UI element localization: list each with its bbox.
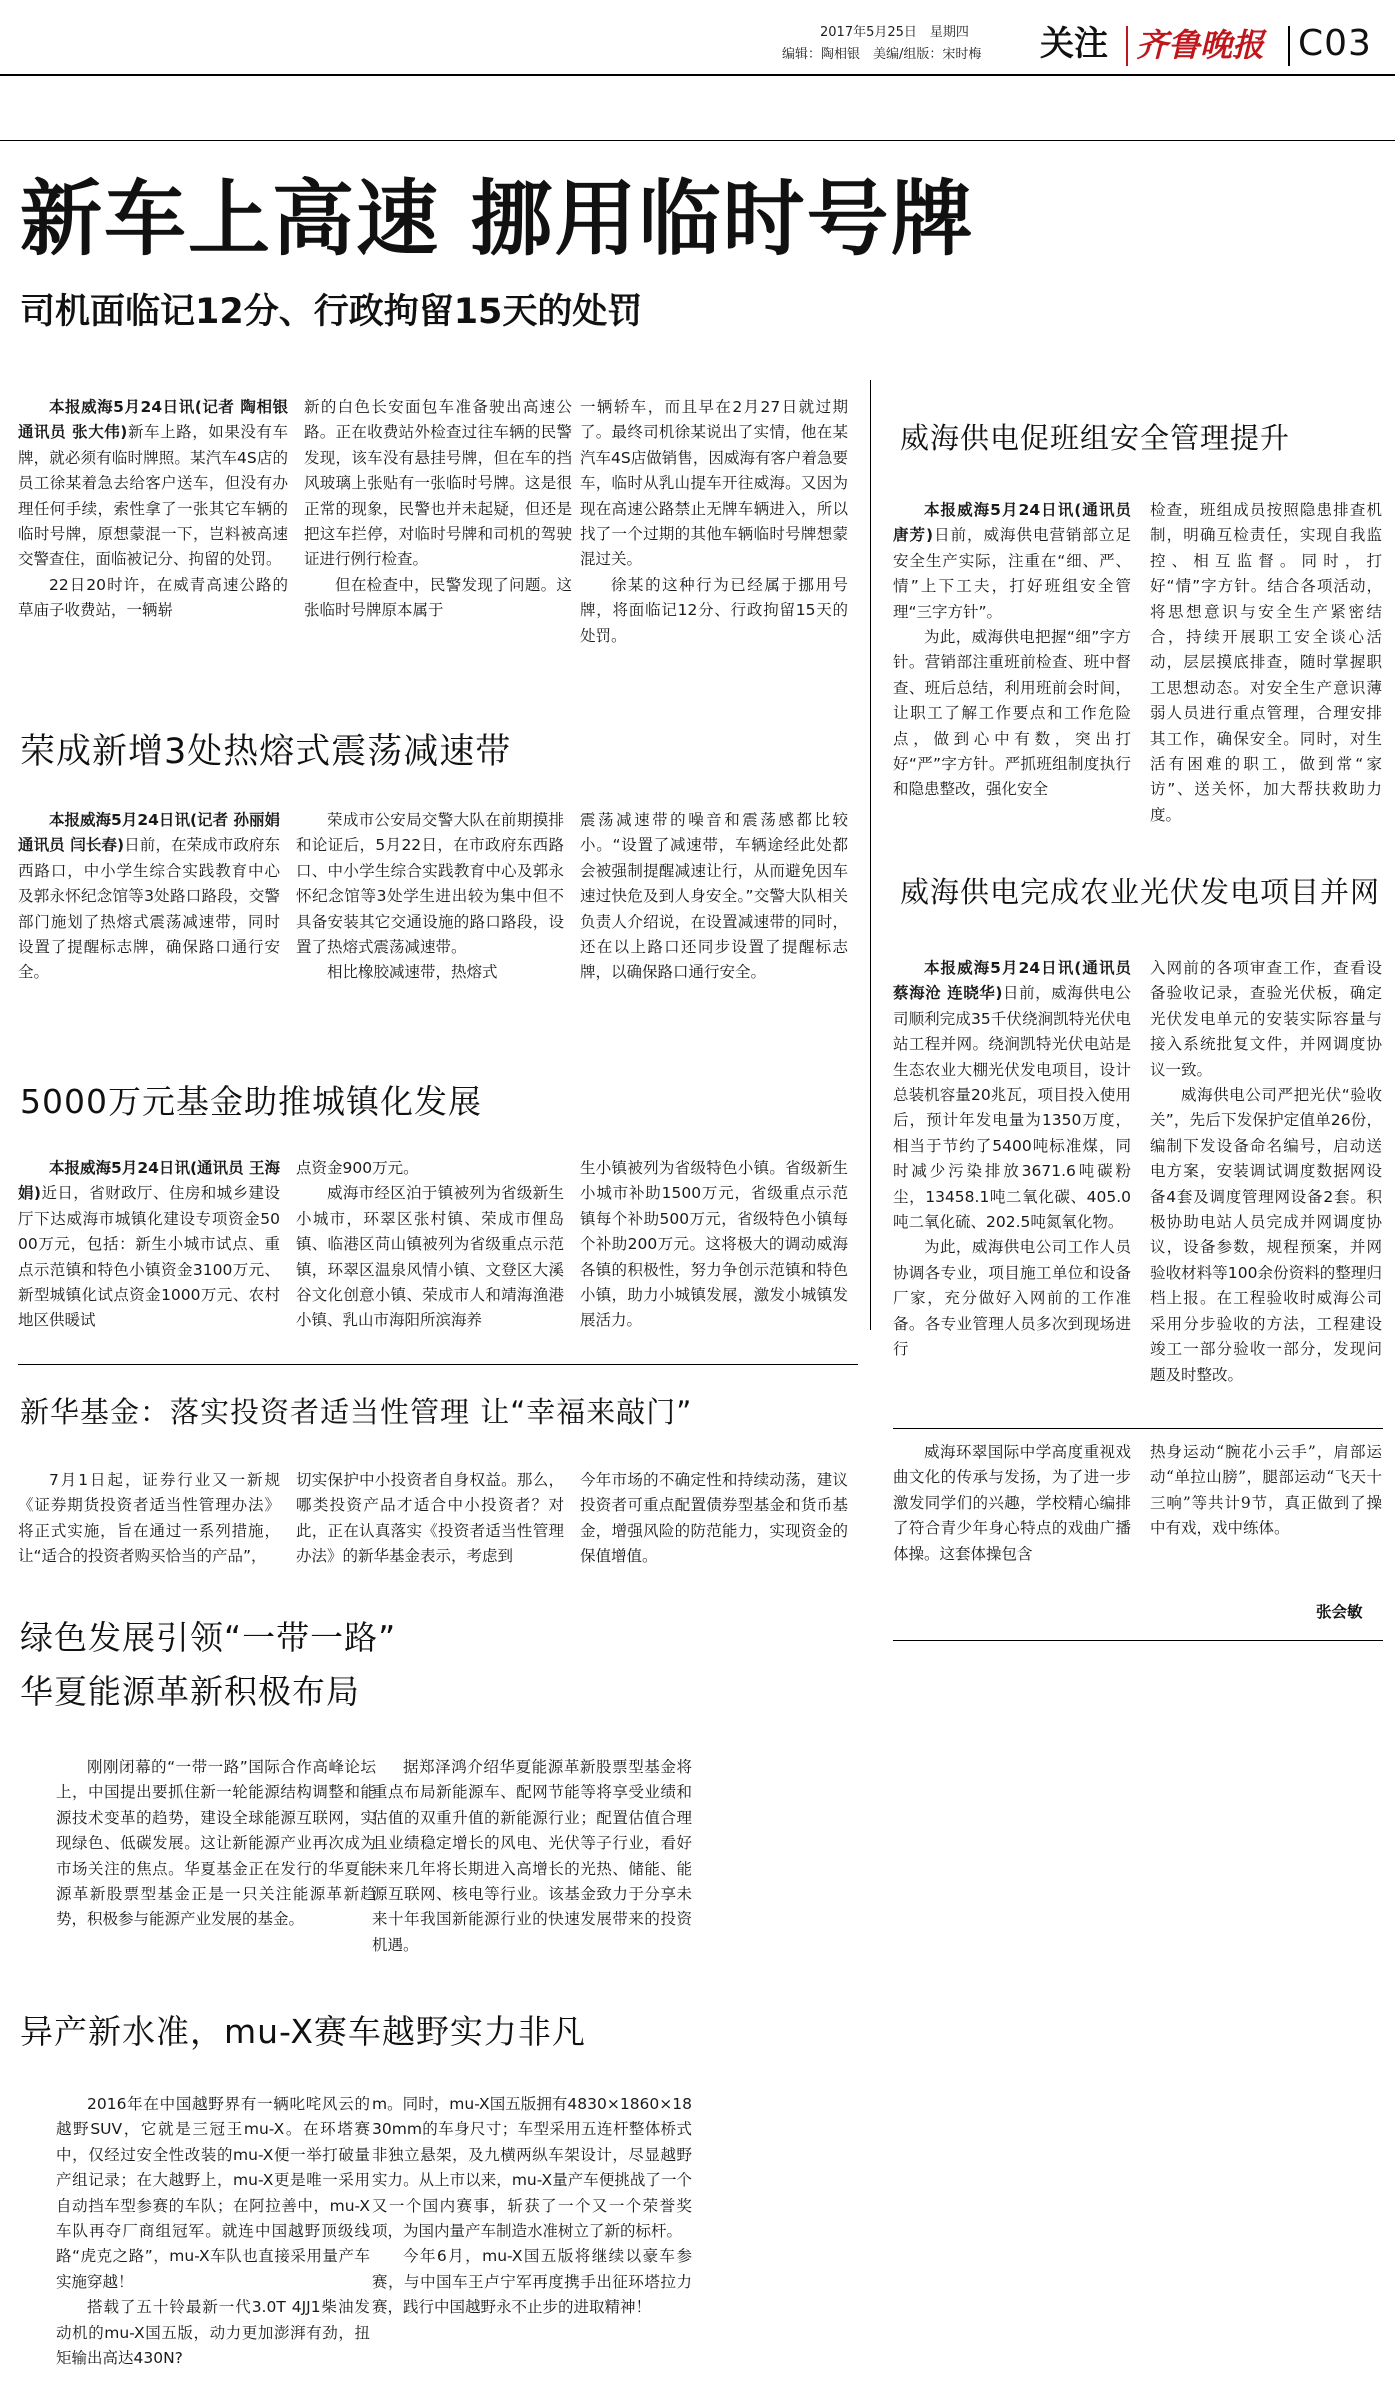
ad-top-rule <box>18 1364 858 1365</box>
header-date: 2017年5月25日 星期四 <box>820 25 969 40</box>
lead-col-2 <box>304 395 572 624</box>
lead-subheadline: 司机面临记12分、行政拘留15天的处罚 <box>20 292 643 332</box>
lead-col3b-text: 徐某的这种行为已经属于挪用号牌，将面临记12分、行政拘留15天的处罚。 <box>580 575 848 645</box>
rongcheng-col2b-text: 相比橡胶减速带，热熔式 <box>327 963 498 982</box>
mux-col1b-text: 搭载了五十铃最新一代3.0T 4JJ1柴油发动机的mu-X国五版，动力更加澎湃有劲，扭矩输出高达430N? <box>56 2298 370 2368</box>
mux-col2b-text: 今年6月，mu-X国五版将继续以豪车参赛，与中国车王卢宁军再度携手出征环塔拉力赛，践行中国越野永不止步的进取精神！ <box>372 2247 692 2317</box>
paper-logo: 齐鲁晚报 <box>1136 26 1265 64</box>
header-divider-2 <box>1288 26 1290 66</box>
fund-headline: 5000万元基金助推城镇化发展 <box>20 1082 482 1121</box>
fund-col2a-text: 点资金900万元。 <box>296 1159 419 1177</box>
page-number: C03 <box>1298 23 1372 64</box>
power2-col1b-text: 为此，威海供电公司工作人员协调各专业，项目施工单位和设备厂家，充分做好入网前的工作准备。各专业管理人员多次到现场进行 <box>893 1238 1131 1359</box>
power2-col2-text: 入网前的各项审查工作，查看设备验收记录，查验光伏板，确定光伏发电单元的安装实际容量与接入系统批复文件，并网调度协议一致。 <box>1150 959 1382 1079</box>
mux-col2-text: m。同时，mu-X国五版拥有4830×1860×1830mm的车身尺寸；车型采用五连杆整体桥式非独立悬架，及九横两纵车架设计，尽显越野实力。从上市以来，mu-X量产车便挑战了一个又一个国内赛事，斩获了一个又一个荣誉奖项，为国内量产车制造水准树立了新的标杆。 <box>372 2095 692 2241</box>
fund-col-1 <box>18 1156 280 1334</box>
rongcheng-col1-text: 日前，在荣成市政府东西路口，中小学生综合实践教育中心及郭永怀纪念馆等3处路口路段，交警部门施划了热熔式震荡减速带，同时设置了提醒标志牌，确保路口通行安全。 <box>18 836 280 982</box>
right-bottom-rule <box>893 1640 1383 1641</box>
school-col2-text: 热身运动“腕花小云手”，肩部运动“单拉山膀”，腿部运动“飞天十三响”等共计9节，真正做到了操中有戏，戏中练体。 <box>1150 1443 1382 1538</box>
fund-col-2 <box>296 1156 564 1334</box>
power2-col-1 <box>893 956 1131 1363</box>
lead-col1b-text: 22日20时许，在威青高速公路的草庙子收费站，一辆崭 <box>18 575 288 620</box>
top-rule <box>0 140 1395 141</box>
header-section: 关注 <box>1040 24 1108 64</box>
green-headline-1: 绿色发展引领“一带一路” <box>20 1618 397 1657</box>
power1-col1-text: 日前，威海供电营销部立足安全生产实际，注重在“细、严、情”上下工夫，打好班组安全管理“三字方针”。 <box>893 526 1131 621</box>
header-rule <box>0 74 1395 76</box>
school-col-2 <box>1150 1440 1382 1542</box>
green-col2-text: 据郑泽鸿介绍华夏能源革新股票型基金将重点布局新能源车、配网节能等将享受业绩和估值的双重升值的新能源行业；配置估值合理且业绩稳定增长的风电、光伏等子行业，看好未来几年将长期进入高增长的光热、储能、能源互联网、核电等行业。该基金致力于分享未来十年我国新能源行业的快速发展带来的投资机遇。 <box>372 1758 692 1954</box>
power1-byline: 本报威海5月24日讯(通讯员 唐芳) <box>893 501 1131 545</box>
school-top-rule <box>893 1428 1383 1429</box>
lead-col-3 <box>580 395 848 649</box>
power2-col-2 <box>1150 956 1382 1388</box>
power1-col-2 <box>1150 498 1382 828</box>
fund-col-3 <box>580 1156 848 1334</box>
lead-byline: 本报威海5月24日讯(记者 陶相银 通讯员 张大伟) <box>18 398 288 442</box>
rongcheng-col3-text: 震荡减速带的噪音和震荡感都比较小。“设置了减速带，车辆途经此处都会被强制提醒减速让行，从而避免因车速过快危及到人身安全。”交警大队相关负责人介绍说，在设置减速带的同时，还在以上路口还同步设置了提醒标志牌，以确保路口通行安全。 <box>580 811 848 982</box>
xinhua-col-3 <box>580 1468 848 1570</box>
school-author: 张会敏 <box>1316 1603 1363 1621</box>
fund-byline: 本报威海5月24日讯(通讯员 王海娟) <box>18 1159 280 1203</box>
rongcheng-col-3 <box>580 808 848 986</box>
power2-col2b-text: 威海供电公司严把光伏“验收关”，先后下发保护定值单26份，编制下发设备命名编号，启动送电方案，安装调试调度数据网设备4套及调度管理网设备2套。积极协助电站人员完成并网调度协议，设备参数，规程预案，并网验收材料等100余份资料的整理归档上报。在工程验收时威海公司采用分步验收的方法，工程建设竣工一部分验收一部分，发现问题及时整改。 <box>1150 1086 1382 1384</box>
xinhua-col3-text: 今年市场的不确定性和持续动荡，建议投资者可重点配置债券型基金和货币基金，增强风险的防范能力，实现资金的保值增值。 <box>580 1471 848 1566</box>
green-col-1 <box>56 1755 376 1933</box>
power1-col1b-text: 为此，威海供电把握“细”字方针。营销部注重班前检查、班中督查、班后总结，利用班前会时间，让职工了解工作要点和工作危险点，做到心中有数，突出打好“严”字方针。严抓班组制度执行和隐患整改，强化安全 <box>893 628 1131 799</box>
mux-col-2 <box>372 2092 692 2321</box>
header-divider-1 <box>1126 26 1128 66</box>
xinhua-col2-text: 切实保护中小投资者自身权益。那么，哪类投资产品才适合中小投资者？对此，正在认真落实《投资者适当性管理办法》的新华基金表示，考虑到 <box>296 1471 564 1566</box>
power1-col2-text: 检查，班组成员按照隐患排查机制，明确互检责任，实现自我监控、相互监督。同时，打好“情”字方针。结合各项活动，将思想意识与安全生产紧密结合，持续开展职工安全谈心活动，层层摸底排查，随时掌握职工思想动态。对安全生产意识薄弱人员进行重点管理，合理安排其工作，确保安全。同时，对生活有困难的职工，做到常“家访”、送关怀，加大帮扶救助力度。 <box>1150 501 1382 824</box>
power2-col1-text: 日前，威海供电公司顺利完成35千伏绕涧凯特光伏电站工程并网。绕涧凯特光伏电站是生态农业大棚光伏发电项目，设计总装机容量20兆瓦，项目投入使用后，预计年发电量为1350万度，相当于节约了5400吨标准煤，同时减少污染排放3671.6吨碳粉尘，13458.1吨二氧化碳、405.0吨二氧化硫、202.5吨氮氧化物。 <box>893 984 1131 1232</box>
lead-col1-text: 新车上路，如果没有车牌，就必须有临时牌照。某汽车4S店的员工徐某着急去给客户送车，但没有办理任何手续，索性拿了一张其它车辆的临时号牌，原想蒙混一下，岂料被高速交警查住，面临被记分、拘留的处罚。 <box>18 423 288 569</box>
lead-col2b-text: 但在检查中，民警发现了问题。这张临时号牌原本属于 <box>304 575 572 620</box>
lead-headline: 新车上高速 挪用临时号牌 <box>20 172 975 267</box>
power2-byline: 本报威海5月24日讯(通讯员 蔡海沧 连晓华) <box>893 959 1131 1003</box>
fund-col1-text: 近日，省财政厅、住房和城乡建设厅下达威海市城镇化建设专项资金5000万元，包括：新生小城市试点、重点示范镇和特色小镇资金3100万元、新型城镇化试点资金1000万元、农村地区供暖试 <box>18 1184 280 1330</box>
lead-col3-text: 一辆轿车，而且早在2月27日就过期了。最终司机徐某说出了实情，他在某汽车4S店做销售，因威海有客户着急要车，临时从乳山提车开往威海。又因为现在高速公路禁止无牌车辆进入，所以找了一个过期的其他车辆临时号牌想蒙混过关。 <box>580 398 848 569</box>
mux-col1-text: 2016年在中国越野界有一辆叱咤风云的越野SUV，它就是三冠王mu-X。在环塔赛中，仅经过安全性改装的mu-X便一举打破量产组记录；在大越野上，mu-X更是唯一采用自动挡车型参赛的车队；在阿拉善中，mu-X车队再夺厂商组冠军。就连中国越野顶级线路“虎克之路”，mu-X车队也直接采用量产车实施穿越！ <box>56 2095 370 2291</box>
lead-col2-text: 新的白色长安面包车准备驶出高速公路。正在收费站外检查过往车辆的民警发现，该车没有悬挂号牌，但在车的挡风玻璃上张贴有一张临时号牌。这是很正常的现象，民警也并未起疑，但还是把这车拦停，对临时号牌和司机的驾驶证进行例行检查。 <box>304 398 572 569</box>
header-editor: 编辑：陶相银 美编/组版：宋时梅 <box>782 47 982 62</box>
xinhua-col1-text: 7月1日起，证券行业又一新规《证券期货投资者适当性管理办法》将正式实施，旨在通过一系列措施，让“适合的投资者购买恰当的产品”， <box>18 1471 280 1566</box>
power1-col-1 <box>893 498 1131 803</box>
rongcheng-col-2 <box>296 808 564 986</box>
xinhua-col-2 <box>296 1468 564 1570</box>
power1-headline: 威海供电促班组安全管理提升 <box>900 421 1291 455</box>
rongcheng-col2-text: 荣成市公安局交警大队在前期摸排和论证后，5月22日，在市政府东西路口、中小学生综合实践教育中心及郭永怀纪念馆等3处学生进出较为集中但不具备安装其它交通设施的路口路段，设置了热熔式震荡减速带。 <box>296 811 564 957</box>
rongcheng-headline: 荣成新增3处热熔式震荡减速带 <box>20 732 512 772</box>
xinhua-headline: 新华基金：落实投资者适当性管理 让“幸福来敲门” <box>20 1395 693 1429</box>
lead-col-1 <box>18 395 288 624</box>
fund-col3-text: 生小镇被列为省级特色小镇。省级新生小城市补助1500万元，省级重点示范镇每个补助500万元，省级特色小镇每个补助200万元。这将极大的调动威海各镇的积极性，努力争创示范镇和特色小镇，助力小城镇发展，激发小城镇发展活力。 <box>580 1159 848 1330</box>
mux-headline: 异产新水准，mu-X赛车越野实力非凡 <box>20 2012 586 2051</box>
green-col-2 <box>372 1755 692 1958</box>
xinhua-col-1 <box>18 1468 280 1570</box>
school-col-1 <box>893 1440 1131 1567</box>
fund-col2-text: 威海市经区泊于镇被列为省级新生小城市，环翠区张村镇、荣成市俚岛镇、临港区苘山镇被列为省级重点示范镇，环翠区温泉风情小镇、文登区大溪谷文化创意小镇、荣成市人和靖海渔港小镇、乳山市海阳所滨海养 <box>296 1184 564 1330</box>
rongcheng-col-1 <box>18 808 280 986</box>
green-headline-2: 华夏能源革新积极布局 <box>20 1672 360 1711</box>
green-col1-text: 刚刚闭幕的“一带一路”国际合作高峰论坛上，中国提出要抓住新一轮能源结构调整和能源技术变革的趋势，建设全球能源互联网，实现绿色、低碳发展。这让新能源产业再次成为市场关注的焦点。华夏基金正在发行的华夏能源革新股票型基金正是一只关注能源革新趋势，积极参与能源产业发展的基金。 <box>56 1758 376 1929</box>
school-col1-text: 威海环翠国际中学高度重视戏曲文化的传承与发扬，为了进一步激发同学们的兴趣，学校精心编排了符合青少年身心特点的戏曲广播体操。这套体操包含 <box>893 1443 1131 1563</box>
column-separator <box>870 380 871 1330</box>
rongcheng-byline: 本报威海5月24日讯(记者 孙丽娟 通讯员 闫长春) <box>18 811 280 855</box>
mux-col-1 <box>56 2092 370 2371</box>
power2-headline: 威海供电完成农业光伏发电项目并网 <box>900 875 1381 909</box>
